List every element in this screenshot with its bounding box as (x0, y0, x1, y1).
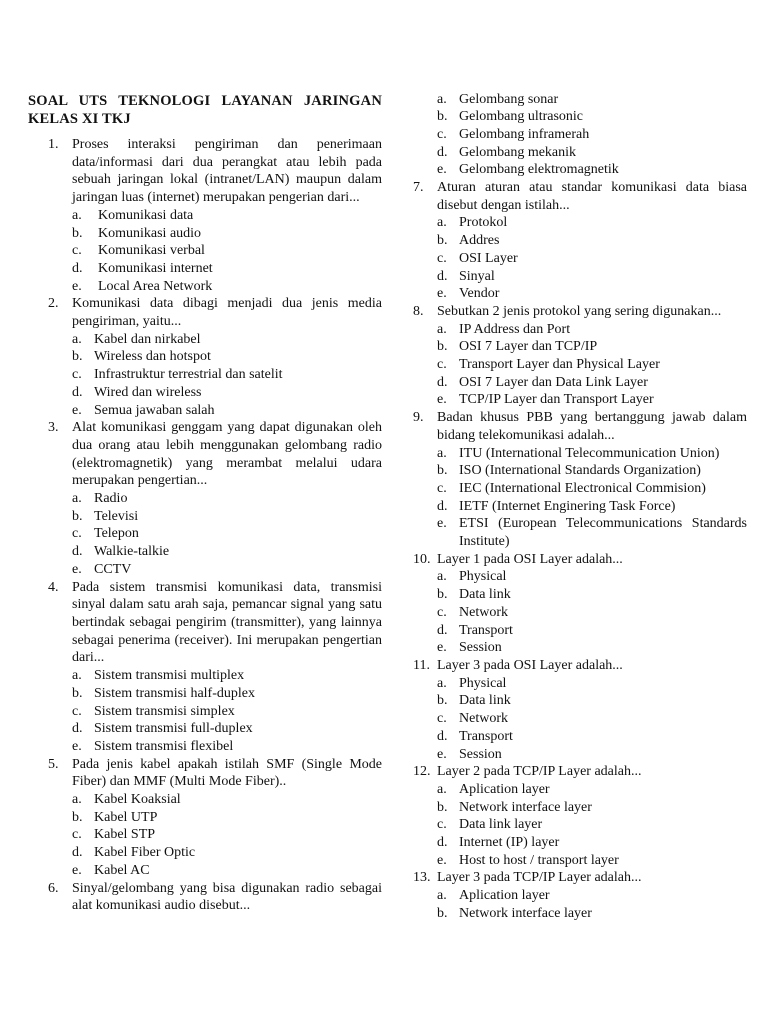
option-item (437, 321, 747, 339)
question-number: 13. (413, 870, 431, 886)
option-letter: d. (437, 835, 448, 851)
option-letter: c. (437, 604, 447, 620)
question-item (28, 756, 382, 880)
option-text: Sistem transmisi half-duplex (94, 685, 255, 701)
option-list (72, 331, 382, 420)
title-line-2: KELAS XI TKJ (28, 111, 131, 127)
option-letter: e. (437, 746, 447, 762)
option-item (72, 366, 382, 384)
option-list (437, 568, 747, 657)
option-text: IP Address dan Port (459, 321, 571, 337)
option-text: Internet (IP) layer (459, 835, 560, 851)
question-text: Sebutkan 2 jenis protokol yang sering digunakan... (437, 303, 722, 319)
option-letter: b. (437, 693, 448, 709)
left-column (28, 92, 382, 915)
option-text: TCP/IP Layer dan Transport Layer (459, 392, 654, 408)
option-text: Transport Layer dan Physical Layer (459, 357, 660, 373)
option-item (437, 852, 747, 870)
question-number: 2. (48, 296, 59, 312)
option-item (437, 250, 747, 268)
option-letter: a. (437, 321, 447, 337)
option-list (437, 445, 747, 551)
option-item (437, 905, 747, 923)
option-list (72, 490, 382, 579)
option-letter: a. (437, 675, 447, 691)
option-letter: c. (72, 243, 82, 259)
option-letter: e. (72, 561, 82, 577)
option-letter: a. (72, 207, 82, 223)
option-text: Physical (459, 569, 507, 585)
option-item (437, 214, 747, 232)
option-item (437, 161, 747, 179)
question-text: Layer 1 pada OSI Layer adalah... (437, 551, 623, 567)
question-number: 4. (48, 579, 59, 595)
option-letter: b. (437, 463, 448, 479)
option-letter: d. (437, 728, 448, 744)
question-item (413, 763, 747, 869)
option-text: Vendor (459, 286, 500, 302)
option-item (72, 862, 382, 880)
question-number: 7. (413, 180, 424, 196)
question-text: Pada jenis kabel apakah istilah SMF (Single Mode Fiber) dan MMF (Multi Mode Fiber).. (72, 756, 382, 790)
option-text: ETSI (European Telecommunications Standards Institute) (459, 516, 747, 550)
option-text: Wired dan wireless (94, 384, 202, 400)
option-text: Session (459, 640, 502, 656)
option-letter: d. (437, 374, 448, 390)
option-text: Network interface layer (459, 799, 592, 815)
option-letter: a. (72, 792, 82, 808)
option-item (437, 515, 747, 550)
option-text: Physical (459, 675, 507, 691)
option-text: Aplication layer (459, 781, 550, 797)
question-number: 3. (48, 420, 59, 436)
option-text: Komunikasi data (98, 207, 194, 223)
option-item (437, 91, 747, 109)
option-item (437, 799, 747, 817)
question-number: 1. (48, 137, 59, 152)
option-letter: b. (437, 799, 448, 815)
option-item (437, 108, 747, 126)
option-item (437, 675, 747, 693)
option-letter: c. (437, 711, 447, 727)
option-letter: e. (72, 738, 82, 754)
option-item (437, 480, 747, 498)
option-item (72, 738, 382, 756)
option-item (437, 639, 747, 657)
question-number: 12. (413, 764, 431, 780)
option-text: Semua jawaban salah (94, 402, 215, 418)
option-text: Komunikasi verbal (98, 243, 205, 259)
option-letter: c. (72, 703, 82, 719)
option-item (72, 525, 382, 543)
option-letter: b. (72, 225, 83, 241)
option-text: Data link layer (459, 817, 543, 833)
option-item (72, 348, 382, 366)
option-text: Addres (459, 233, 500, 249)
option-list (437, 675, 747, 764)
option-letter: d. (437, 622, 448, 638)
option-letter: b. (437, 109, 448, 125)
option-letter: b. (437, 587, 448, 603)
option-text: Kabel STP (94, 827, 156, 843)
question-text: Aturan aturan atau standar komunikasi data biasa disebut dengan istilah... (437, 180, 747, 213)
option-text: Telepon (94, 526, 139, 542)
option-text: Walkie-talkie (94, 544, 170, 560)
option-text: Aplication layer (459, 888, 550, 904)
question-text: Pada sistem transmisi komunikasi data, transmisi sinyal dalam satu arah saja, pemancar signal yang satu bertindak sebagai pengirim (transmitter), yang lainnya sebagai penerima (receiver). Ini merupakan pengertian dari... (72, 579, 382, 666)
option-item (72, 242, 382, 260)
option-text: ISO (International Standards Organization) (459, 463, 701, 479)
option-text: Transport (459, 622, 513, 638)
option-item (72, 685, 382, 703)
option-item (437, 604, 747, 622)
option-letter: b. (437, 233, 448, 249)
option-letter: d. (437, 144, 448, 160)
option-item (437, 816, 747, 834)
option-text: Kabel UTP (94, 809, 158, 825)
question-text: Proses interaksi pengiriman dan penerimaan data/informasi dari dua perangkat atau lebih pada sebuah jaringan lokal (intranet/LAN) maupun dalam jaringan luas (internet) merupakan pengerian dari... (72, 137, 382, 206)
option-text: Host to host / transport layer (459, 852, 619, 868)
option-text: Televisi (94, 508, 139, 524)
question-item (28, 579, 382, 756)
option-list (72, 791, 382, 880)
option-letter: e. (437, 286, 447, 302)
left-question-list (28, 136, 382, 915)
option-item (437, 126, 747, 144)
option-item (72, 490, 382, 508)
option-letter: c. (437, 126, 447, 142)
option-item (437, 232, 747, 250)
question-item (413, 409, 747, 551)
option-list (437, 887, 747, 922)
option-text: Radio (94, 491, 128, 507)
option-letter: a. (437, 888, 447, 904)
option-text: OSI 7 Layer dan TCP/IP (459, 339, 598, 355)
option-letter: a. (72, 668, 82, 684)
option-item (437, 568, 747, 586)
option-item (72, 384, 382, 402)
option-item (72, 720, 382, 738)
option-letter: d. (72, 544, 83, 560)
option-item (437, 834, 747, 852)
option-text: Local Area Network (98, 278, 213, 294)
option-text: Transport (459, 728, 513, 744)
option-item (72, 543, 382, 561)
option-text: Data link (459, 693, 511, 709)
question-item (413, 551, 747, 657)
continued-options-q6 (413, 91, 747, 180)
option-list (437, 781, 747, 870)
option-letter: b. (437, 339, 448, 355)
question-number: 5. (48, 756, 59, 772)
option-item (437, 374, 747, 392)
question-text: Alat komunikasi genggam yang dapat digunakan oleh dua orang atau lebih menggunakan gelombang radio (elektromagnetik) yang merambat melalui udara merupakan pengertian... (72, 420, 382, 489)
option-text: Gelombang ultrasonic (459, 109, 584, 125)
option-letter: e. (437, 392, 447, 408)
question-number: 11. (413, 658, 430, 673)
option-text: Komunikasi internet (98, 260, 213, 276)
question-item (413, 869, 747, 922)
option-letter: b. (437, 905, 448, 921)
question-number: 8. (413, 303, 424, 319)
question-item (28, 419, 382, 578)
option-text: Komunikasi audio (98, 225, 202, 241)
question-number: 9. (413, 410, 424, 426)
option-text: Kabel Fiber Optic (94, 845, 196, 861)
option-letter: a. (437, 215, 447, 231)
option-letter: a. (437, 569, 447, 585)
option-item (72, 809, 382, 827)
option-item (437, 498, 747, 516)
option-text: Sistem transmisi flexibel (94, 738, 234, 754)
question-text: Layer 3 pada TCP/IP Layer adalah... (437, 870, 642, 886)
option-item (437, 285, 747, 303)
option-item (72, 791, 382, 809)
option-text: IEC (International Electronical Commision) (459, 480, 706, 496)
option-item (437, 746, 747, 764)
question-number: 10. (413, 551, 431, 567)
option-text: Infrastruktur terrestrial dan satelit (94, 367, 283, 383)
option-item (72, 667, 382, 685)
option-letter: b. (72, 349, 83, 365)
option-item (72, 331, 382, 349)
option-text: Wireless dan hotspot (94, 349, 211, 365)
option-list (437, 214, 747, 303)
option-letter: c. (437, 357, 447, 373)
option-letter: d. (72, 384, 83, 400)
option-text: Sistem transmisi full-duplex (94, 721, 253, 737)
option-text: Sistem transmisi simplex (94, 703, 235, 719)
option-text: Gelombang elektromagnetik (459, 162, 619, 178)
option-item (72, 225, 382, 243)
option-text: Kabel Koaksial (94, 792, 181, 808)
option-text: Network (459, 604, 508, 620)
option-letter: c. (72, 367, 82, 383)
option-list (72, 667, 382, 756)
option-item (437, 391, 747, 409)
option-text: Gelombang inframerah (459, 126, 590, 142)
option-letter: a. (72, 491, 82, 507)
option-letter: a. (72, 331, 82, 347)
option-text: Network (459, 711, 508, 727)
option-letter: d. (72, 721, 83, 737)
option-item (437, 586, 747, 604)
option-item (72, 826, 382, 844)
option-item (437, 887, 747, 905)
option-letter: d. (72, 845, 83, 861)
option-letter: d. (437, 498, 448, 514)
option-item (437, 781, 747, 799)
question-text: Layer 2 pada TCP/IP Layer adalah... (437, 764, 642, 780)
question-text: Badan khusus PBB yang bertanggung jawab dalam bidang telekomunikasi adalah... (437, 410, 747, 443)
option-item (437, 356, 747, 374)
title-line-1: SOAL UTS TEKNOLOGI LAYANAN JARINGAN (28, 93, 382, 109)
question-number: 6. (48, 880, 59, 896)
option-letter: c. (72, 827, 82, 843)
option-text: Data link (459, 587, 511, 603)
option-item (437, 462, 747, 480)
option-letter: e. (437, 516, 447, 532)
option-text: Kabel dan nirkabel (94, 331, 201, 347)
question-item (413, 303, 747, 409)
option-item (72, 278, 382, 296)
option-letter: c. (72, 526, 82, 542)
option-text: OSI Layer (459, 250, 518, 266)
option-text: Gelombang mekanik (459, 144, 577, 160)
option-text: CCTV (94, 561, 132, 577)
option-text: OSI 7 Layer dan Data Link Layer (459, 374, 648, 390)
option-letter: e. (437, 162, 447, 178)
option-letter: b. (72, 508, 83, 524)
option-item (72, 402, 382, 420)
option-text: Session (459, 746, 502, 762)
option-item (72, 508, 382, 526)
option-text: IETF (Internet Enginering Task Force) (459, 498, 676, 514)
option-letter: c. (437, 480, 447, 496)
option-letter: d. (437, 268, 448, 284)
option-list (72, 207, 382, 296)
option-letter: c. (437, 817, 447, 833)
option-item (437, 338, 747, 356)
right-column (413, 91, 747, 923)
question-item (413, 657, 747, 763)
option-letter: d. (72, 260, 83, 276)
question-text: Layer 3 pada OSI Layer adalah... (437, 658, 623, 673)
option-letter: a. (437, 445, 447, 461)
document-title (28, 92, 382, 128)
option-item (72, 703, 382, 721)
option-item (72, 844, 382, 862)
right-question-list (413, 179, 747, 923)
option-text: Protokol (459, 215, 508, 231)
option-letter: c. (437, 250, 447, 266)
option-letter: e. (437, 852, 447, 868)
question-item (28, 136, 382, 295)
option-text: Kabel AC (94, 862, 150, 878)
option-letter: e. (437, 640, 447, 656)
option-item (437, 710, 747, 728)
question-item (413, 179, 747, 303)
option-letter: a. (437, 91, 447, 107)
option-letter: e. (72, 862, 82, 878)
option-letter: e. (72, 278, 82, 294)
question-item (28, 295, 382, 419)
option-letter: b. (72, 685, 83, 701)
option-letter: b. (72, 809, 83, 825)
option-text: Sistem transmisi multiplex (94, 668, 245, 684)
option-item (437, 445, 747, 463)
question-item (28, 880, 382, 915)
option-letter: a. (437, 781, 447, 797)
option-item (437, 144, 747, 162)
question-text: Sinyal/gelombang yang bisa digunakan radio sebagai alat komunikasi audio disebut... (72, 880, 382, 914)
option-item (72, 561, 382, 579)
option-text: Sinyal (459, 268, 495, 284)
option-text: Gelombang sonar (459, 91, 559, 107)
option-list (437, 321, 747, 410)
option-item (437, 622, 747, 640)
option-item (437, 728, 747, 746)
question-text: Komunikasi data dibagi menjadi dua jenis media pengiriman, yaitu... (72, 296, 382, 330)
option-item (437, 268, 747, 286)
option-item (72, 207, 382, 225)
option-text: Network interface layer (459, 905, 592, 921)
option-item (437, 692, 747, 710)
option-text: ITU (International Telecommunication Union) (459, 445, 720, 461)
option-letter: e. (72, 402, 82, 418)
option-item (72, 260, 382, 278)
